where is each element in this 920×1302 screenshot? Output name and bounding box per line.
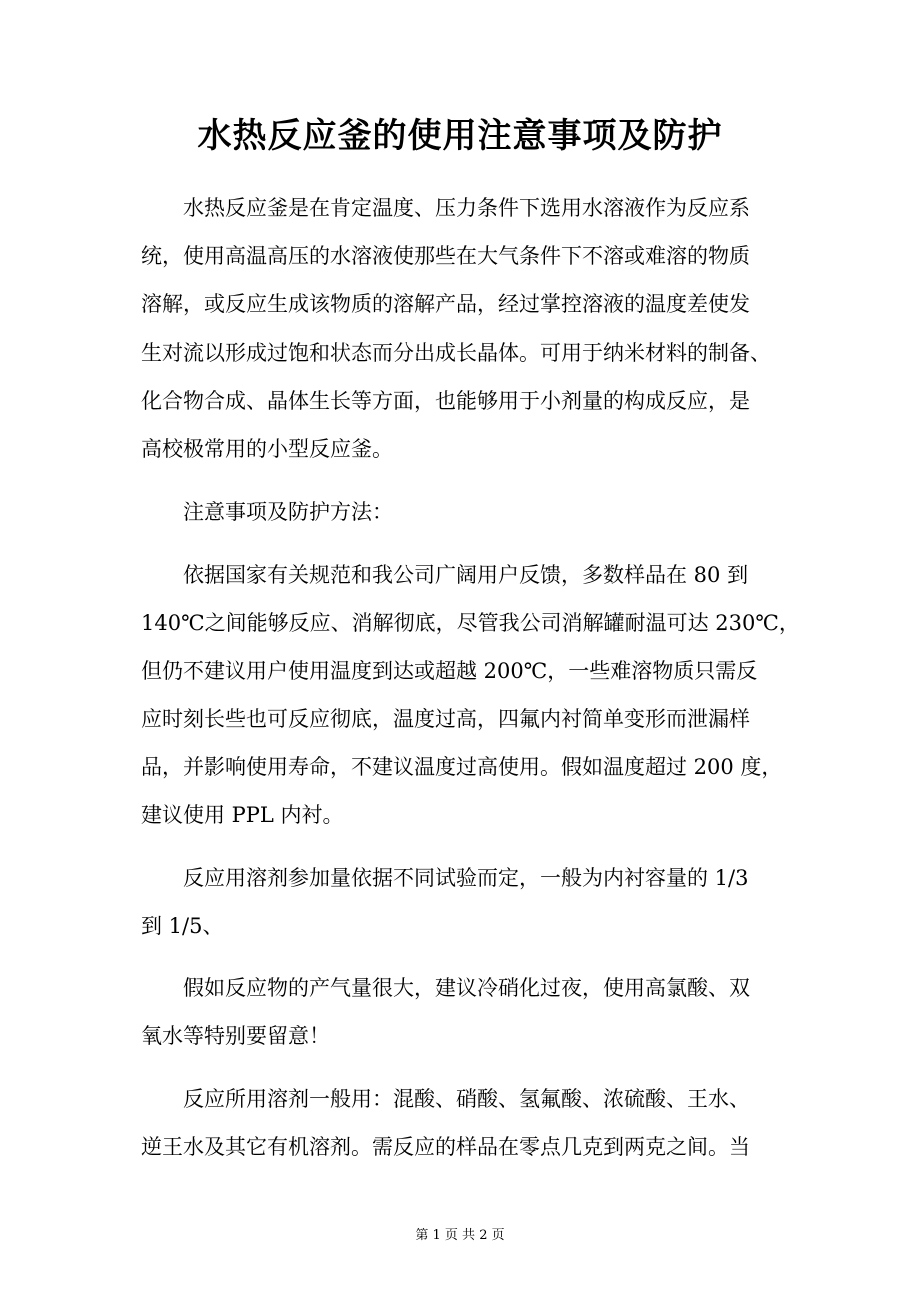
paragraph-line: 水热反应釜是在肯定温度、压力条件下选用水溶液作为反应系 bbox=[183, 196, 750, 220]
paragraph-line: 依据国家有关规范和我公司广阔用户反馈，多数样品在 80 到 bbox=[183, 563, 749, 587]
paragraph-line: 生对流以形成过饱和状态而分出成长晶体。可用于纳米材料的制备、 bbox=[141, 341, 771, 365]
paragraph-line: 到 1/5、 bbox=[141, 914, 224, 938]
paragraph-line: 逆王水及其它有机溶剂。需反应的样品在零点几克到两克之间。当 bbox=[141, 1135, 750, 1159]
paragraph-line: 统，使用高温高压的水溶液使那些在大气条件下不溶或难溶的物质 bbox=[141, 244, 750, 268]
paragraph-line: 假如反应物的产气量很大，建议冷硝化过夜，使用高氯酸、双 bbox=[183, 976, 750, 1000]
paragraph-line: 应时刻长些也可反应彻底，温度过高，四氟内衬简单变形而泄漏样 bbox=[141, 707, 750, 731]
paragraph-line: 氧水等特别要留意！ bbox=[141, 1024, 330, 1048]
page-number-footer: 第 1 页 共 2 页 bbox=[415, 1228, 505, 1243]
paragraph-line: 高校极常用的小型反应釜。 bbox=[141, 437, 393, 461]
paragraph-line: 品，并影响使用寿命，不建议温度过高使用。假如温度超过 200 度， bbox=[141, 755, 783, 779]
section-heading: 注意事项及防护方法： bbox=[183, 500, 393, 524]
paragraph-line: 反应所用溶剂一般用：混酸、硝酸、氢氟酸、浓硫酸、王水、 bbox=[183, 1087, 750, 1111]
paragraph-line: 140℃之间能够反应、消解彻底，尽管我公司消解罐耐温可达 230℃， bbox=[141, 611, 800, 635]
paragraph-line: 但仍不建议用户使用温度到达或超越 200℃，一些难溶物质只需反 bbox=[141, 659, 758, 683]
paragraph-line: 反应用溶剂参加量依据不同试验而定，一般为内衬容量的 1/3 bbox=[183, 866, 749, 890]
page-title: 水热反应釜的使用注意事项及防护 bbox=[197, 116, 723, 156]
paragraph-line: 溶解，或反应生成该物质的溶解产品，经过掌控溶液的温度差使发 bbox=[141, 292, 750, 316]
paragraph-line: 建议使用 PPL 内衬。 bbox=[141, 803, 344, 827]
paragraph-line: 化合物合成、晶体生长等方面，也能够用于小剂量的构成反应，是 bbox=[141, 389, 750, 413]
